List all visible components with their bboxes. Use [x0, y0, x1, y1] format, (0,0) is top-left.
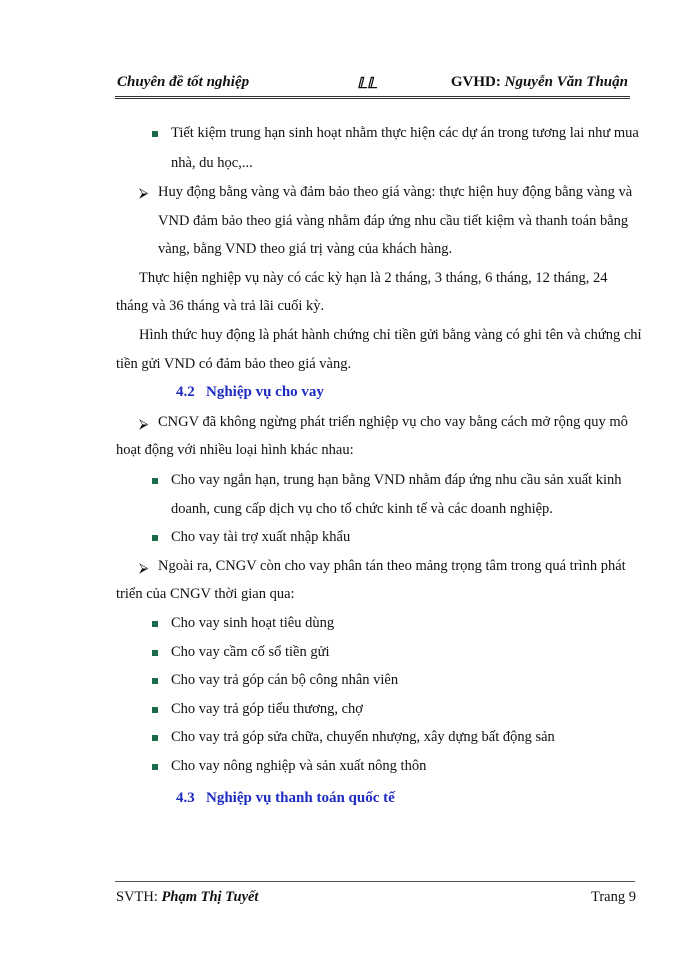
- text-line: Thực hiện nghiệp vụ này có các kỳ hạn là 2 tháng, 3 tháng, 6 tháng, 12 tháng, 24: [139, 270, 608, 286]
- text-line: tiền gửi VND có đảm bảo theo giá vàng.: [116, 356, 352, 372]
- square-bullet-icon: [152, 535, 158, 541]
- square-bullet-icon: [152, 678, 158, 684]
- section-number: 4.3: [176, 790, 195, 806]
- square-bullet-icon: [152, 621, 158, 627]
- text-line: Ngoài ra, CNGV còn cho vay phân tán theo mảng trọng tâm trong quá trình phát: [158, 558, 626, 574]
- square-bullet-icon: [152, 131, 158, 137]
- text-line: Tiết kiệm trung hạn sinh hoạt nhằm thực hiện các dự án trong tương lai như mua: [171, 125, 639, 141]
- section-number: 4.2: [176, 384, 195, 400]
- header-advisor: [451, 74, 628, 91]
- footer-divider: [115, 881, 635, 882]
- section-4-2: [176, 384, 324, 401]
- text-line: Hình thức huy động là phát hành chứng chỉ tiền gửi bằng vàng có ghi tên và chứng chỉ: [139, 327, 642, 343]
- footer-student-label: SVTH:: [116, 889, 158, 905]
- square-bullet-icon: [152, 735, 158, 741]
- header-advisor-name: Nguyễn Văn Thuận: [504, 74, 628, 90]
- square-bullet-icon: [152, 650, 158, 656]
- text-line: Huy động bằng vàng và đảm bảo theo giá vàng: thực hiện huy động bằng vàng và: [158, 184, 633, 200]
- text-line: Cho vay ngắn hạn, trung hạn bằng VND nhằm đáp ứng nhu cầu sản xuất kinh: [171, 472, 622, 488]
- text-line: Cho vay sinh hoạt tiêu dùng: [171, 615, 335, 631]
- text-line: Cho vay cầm cố sổ tiền gửi: [171, 644, 330, 660]
- text-line: Cho vay trả góp cán bộ công nhân viên: [171, 672, 399, 688]
- square-bullet-icon: [152, 478, 158, 484]
- footer-student-name: Phạm Thị Tuyết: [161, 889, 259, 905]
- text-line: nhà, du học,...: [171, 155, 253, 171]
- arrow-bullet-icon: ⮚: [139, 560, 149, 575]
- text-line: hoạt động với nhiều loại hình khác nhau:: [116, 442, 354, 458]
- section-title: Nghiệp vụ thanh toán quốc tế: [206, 790, 395, 806]
- footer-student: [116, 889, 258, 906]
- text-line: triển của CNGV thời gian qua:: [116, 586, 295, 602]
- page-number: Trang 9: [591, 889, 636, 905]
- text-line: VND đảm bảo theo giá vàng nhằm đáp ứng nhu cầu tiết kiệm và thanh toán bằng: [158, 213, 629, 229]
- text-line: Cho vay trả góp tiểu thương, chợ: [171, 701, 363, 717]
- text-line: CNGV đã không ngừng phát triển nghiệp vụ cho vay bằng cách mở rộng quy mô: [158, 414, 628, 430]
- square-bullet-icon: [152, 764, 158, 770]
- page-header: [115, 70, 630, 99]
- text-line: Cho vay tài trợ xuất nhập khẩu: [171, 529, 351, 545]
- header-title: Chuyên đề tốt nghiệp: [117, 74, 250, 90]
- text-line: Cho vay nông nghiệp và sản xuất nông thôn: [171, 758, 427, 774]
- text-line: Cho vay trả góp sửa chữa, chuyển nhượng, xây dựng bất động sản: [171, 729, 555, 745]
- text-line: doanh, cung cấp dịch vụ cho tổ chức kinh tế và các doanh nghiệp.: [171, 501, 553, 517]
- section-title: Nghiệp vụ cho vay: [206, 384, 324, 400]
- arrow-bullet-icon: ⮚: [139, 185, 149, 200]
- header-ornament: 𝕃𝕃: [357, 76, 377, 92]
- section-4-3: [176, 790, 395, 807]
- square-bullet-icon: [152, 707, 158, 713]
- text-line: tháng và 36 tháng và trả lãi cuối kỳ.: [116, 298, 325, 314]
- header-advisor-label: GVHD:: [450, 74, 501, 90]
- text-line: vàng, bằng VND theo giá trị vàng của khách hàng.: [158, 241, 453, 257]
- arrow-bullet-icon: ⮚: [139, 416, 149, 431]
